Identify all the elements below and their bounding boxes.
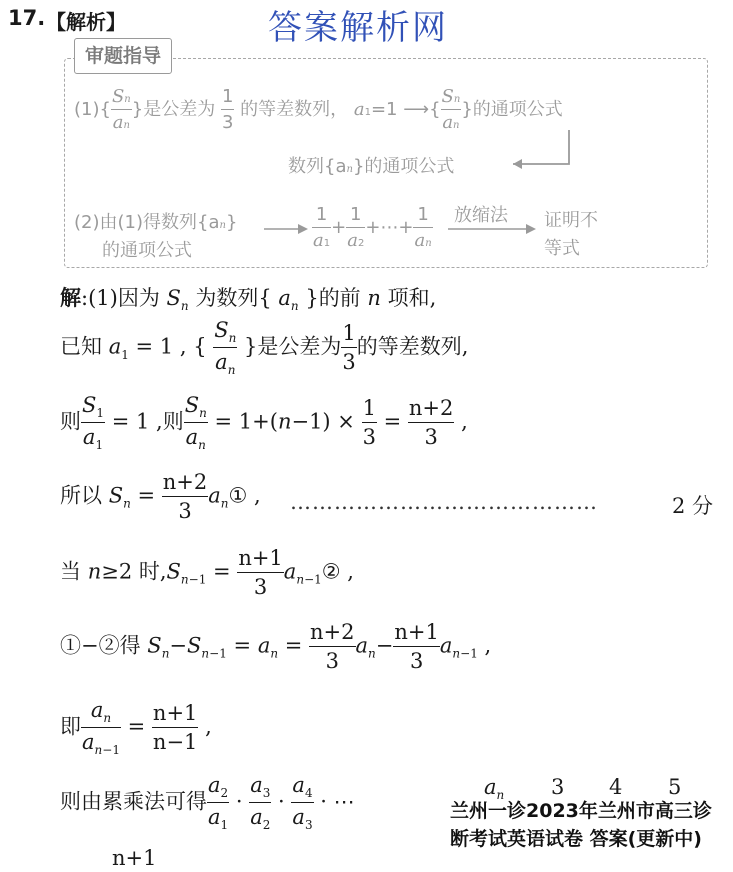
guide-goal-1: 证明不 — [544, 210, 598, 231]
guide-frac-sn-an-2: $\frac{Sn}{an}$ — [441, 86, 461, 133]
connector-arrow-icon — [505, 128, 585, 176]
guide-step1-result: 数列{an}的通项公式 — [288, 156, 455, 177]
trailing-fragment: n+1 — [112, 846, 157, 870]
arrow-right-icon — [446, 222, 538, 236]
guide-sum-expression: $\frac{1}{a1}$ + $\frac{1}{a2}$ +⋯+ $\frac{1}{an}$ — [313, 204, 432, 251]
partial-four: 4 — [609, 775, 623, 799]
watermark-title: 答案解析网 — [268, 8, 448, 48]
guide-frac-sn-an: $\frac{Sn}{an}$ — [111, 86, 131, 133]
guide-step2-line2: 的通项公式 — [102, 240, 192, 261]
problem-number: 17. — [8, 6, 46, 30]
guide-step2-text: (2)由(1)得数列{an} — [74, 212, 238, 233]
arrow-right-icon — [262, 222, 310, 236]
solution-line-3: 则 $\frac{S_1}{a_1}$ = 1 ,则 $\frac{S_n}{a_n}$ = 1+(n−1) × $\frac{1}{3}$ = $\frac{n+2}{3}$ , — [60, 393, 468, 453]
solution-line-1: 解:(1)因为 $S_n$ 为数列{ $a_n$ }的前 n 项和, — [60, 285, 437, 314]
partial-an: $a_n$ — [484, 775, 505, 803]
partial-three: 3 — [551, 775, 565, 799]
score-value: 2 分 — [672, 494, 714, 518]
guide-frac-one-third: $\frac{1}{3}$ — [221, 86, 234, 133]
solution-line-6: ①−②得 $S_n-S_{n-1} = a_n$ = $\frac{n+2}{3}$ $a_n-$ $\frac{n+1}{3}$ $a_{n-1}$ , — [60, 620, 492, 673]
guide-goal-2: 等式 — [544, 238, 580, 259]
score-dots: …………………………………… — [290, 490, 598, 514]
solution-line-8: 则由累乘法可得 $\frac{a_2}{a_1}$ · $\frac{a_3}{a_2}$ · $\frac{a_4}{a_3}$ · ⋯ — [60, 773, 355, 833]
guide-step1: (1){ $\frac{Sn}{an}$ }是公差为 $\frac{1}{3}$ 的等差数列， a1=1 ⟶{ $\frac{Sn}{an}$ }的通项公式 — [74, 86, 563, 133]
solution-line-4: 所以 $S_n$ = $\frac{n+2}{3}$ $a_n①$ , — [60, 470, 261, 523]
solution-line-7: 即 $\frac{a_n}{a_{n-1}}$ = $\frac{n+1}{n-1}$ , — [60, 698, 212, 758]
guide-tab-title: 审题指导 — [74, 38, 172, 74]
partial-five: 5 — [668, 775, 682, 799]
guide-method: 放缩法 — [454, 205, 508, 226]
overlay-caption-1: 兰州一诊2023年兰州市高三诊 — [450, 800, 712, 822]
arrow-right-icon: ⟶ — [403, 99, 430, 120]
analysis-label: 【解析】 — [46, 10, 126, 34]
solution-line-5: 当 n≥2 时$,S_{n-1}$ = $\frac{n+1}{3}$ $a_{n-1}②$ , — [60, 546, 354, 599]
overlay-caption-2: 断考试英语试卷 答案(更新中) — [450, 828, 702, 850]
solution-line-2: 已知 $a_1 = 1$ , { $\frac{S_n}{a_n}$ }是公差为 $\frac{1}{3}$ 的等差数列, — [60, 318, 469, 378]
